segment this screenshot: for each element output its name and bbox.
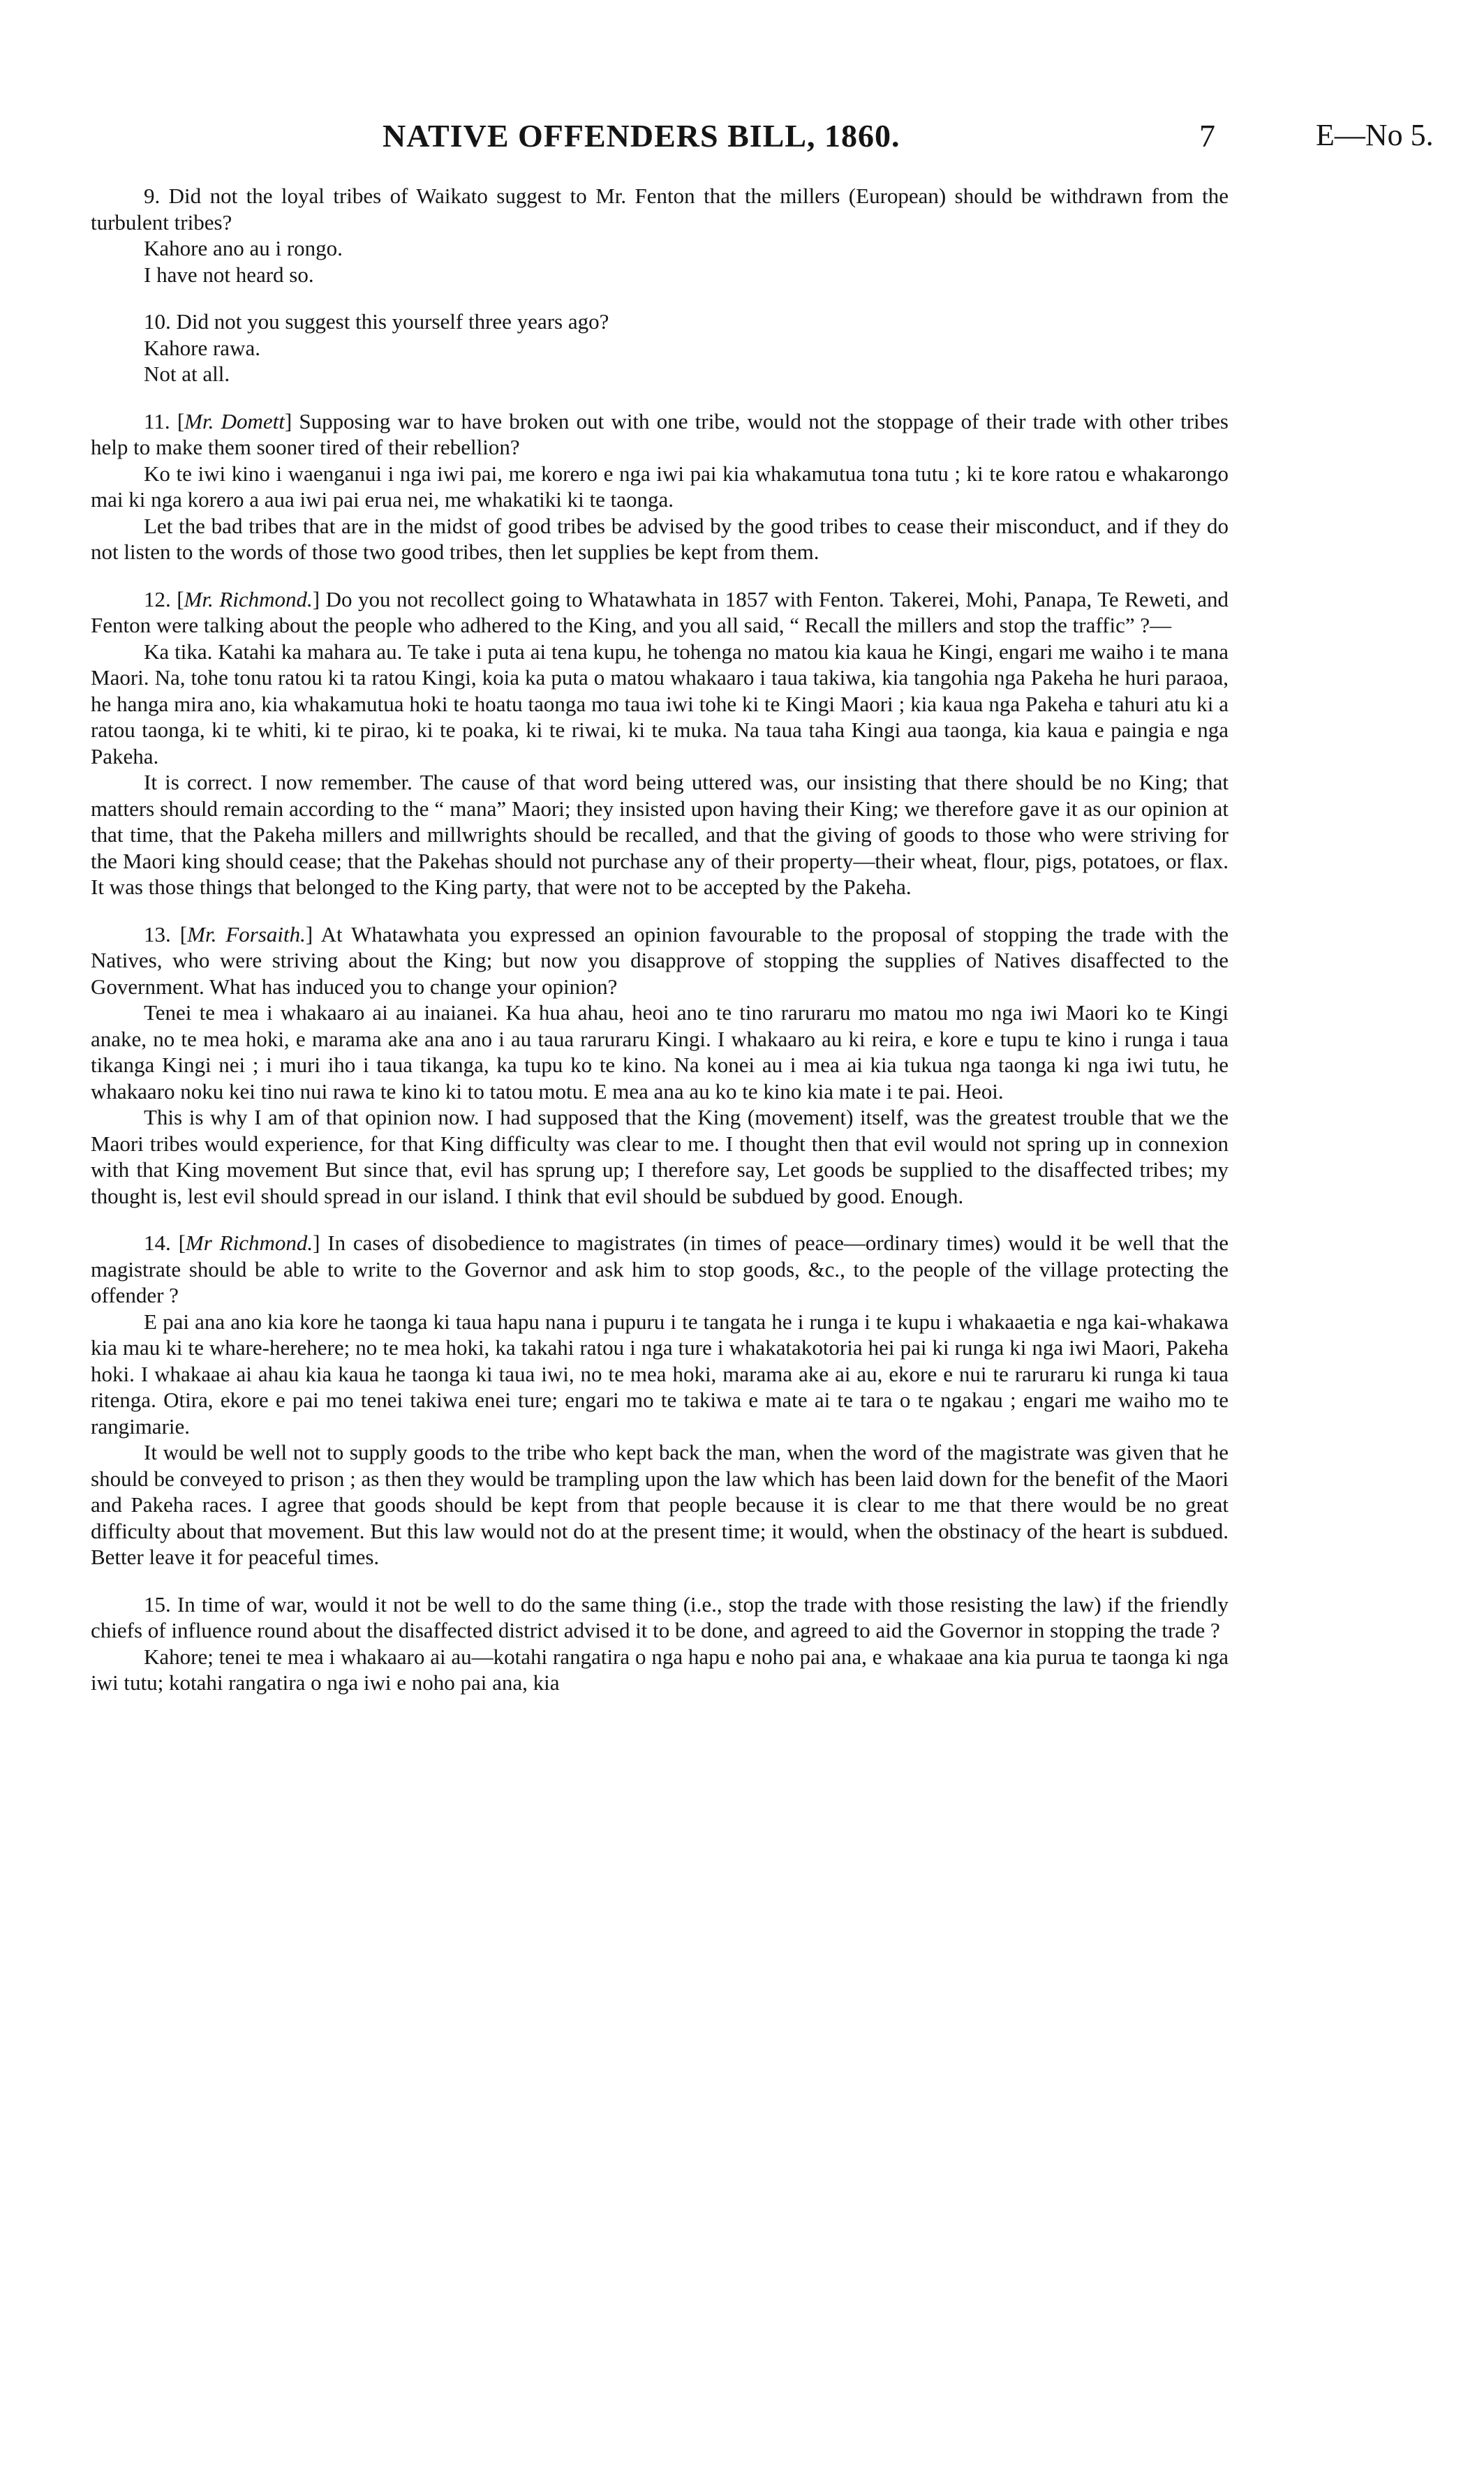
- question-body: ] At Whatawhata you expressed an opinion favourable to the proposal of stopping the trade with the Natives, who were striving about the King; but now you disapprove of stopping the supplies of Natives disaffected to the Government. What has induced you to change your opinion?: [91, 921, 1229, 999]
- question-text: [91, 1230, 1229, 1309]
- document-body: [91, 183, 1229, 1717]
- answer-maori: Ko te iwi kino i waenganui i nga iwi pai, me korero e nga iwi pai kia whakamutua tona tutu ; ki te kore ratou e whakarongo mai ki nga korero a aua iwi pai erua nei, me whakatiki ki te taonga.: [91, 461, 1229, 512]
- question-body: ] Do you not recollect going to Whatawhata in 1857 with Fenton. Takerei, Mohi, Panapa, Te Reweti, and Fenton were talking about the people who adhered to the King, and you all said, “ Recall the millers and stop the traffic” ?—: [91, 586, 1229, 637]
- question-block-13: [91, 921, 1229, 1210]
- question-block-12: [91, 586, 1229, 900]
- question-prefix: 14. [: [144, 1231, 186, 1255]
- question-prefix: 13. [: [144, 921, 188, 946]
- questioner-name: Mr. Domett: [184, 408, 285, 433]
- question-text: [91, 921, 1229, 1000]
- question-body: ] Supposing war to have broken out with one tribe, would not the stoppage of their trade with other tribes help to make them sooner tired of their rebellion?: [91, 408, 1229, 459]
- question-text: [91, 586, 1229, 639]
- question-block-15: [91, 1591, 1229, 1696]
- question-block-11: [91, 408, 1229, 565]
- answer-english: I have not heard so.: [144, 262, 314, 287]
- answer-maori: Kahore rawa.: [144, 335, 260, 360]
- answer-maori: Kahore; tenei te mea i whakaaro ai au—kotahi rangatira o nga hapu e noho pai ana, e whakaae ana kia purua te taonga ki nga iwi tutu; kotahi rangatira o nga iwi e noho pai ana, kia: [91, 1644, 1229, 1695]
- answer-english: It is correct. I now remember. The cause of that word being uttered was, our insisting that there should be no King; that matters should remain according to the “ mana” Maori; they insisted upon having their King; we therefore gave it as our opinion at that time, that the Pakeha millers and millwrights should be recalled, and that the giving of goods to those who were striving for the Maori king should cease; that the Pakehas should not purchase any of their property—their wheat, flour, pigs, potatoes, or flax. It was those things that belonged to the King party, that were not to be accepted by the Pakeha.: [91, 770, 1229, 899]
- question-block-14: [91, 1230, 1229, 1570]
- page-header: [0, 117, 1484, 159]
- answer-maori: Ka tika. Katahi ka mahara au. Te take i puta ai tena kupu, he tohenga no matou kia kaua he Kingi, engari me waiho i te mana Maori. Na, tohe tonu ratou ki ta ratou Kingi, koia ka puta o matou whakaaro i taua takiwa, kia tangohia nga Pakeha he huri paraoa, he hanga mira ano, kia whakamutua hoki te hoatu taonga mo taua iwi tohe ki te Kingi Maori ; kia kaua nga Pakeha e tahuri atu ki a ratou taonga, ki te whiti, ki te pirao, ki te poaka, ki te riwai, ki te muka. Na taua taha Kingi aua taonga, kia kaua e paingia e nga Pakeha.: [91, 639, 1229, 768]
- question-prefix: 11. [: [144, 408, 185, 433]
- answer-maori: E pai ana ano kia kore he taonga ki taua hapu nana i pupuru i te tangata he i runga i te kupu i whakaaetia e nga kai-whakawa kia mau ki te whare-herehere; no te mea hoki, ka takahi ratou i nga ture i whakatakotoria hei pai ki runga ki nga iwi Maori, Pakeha hoki. I whakaae ai ahau kia kaua he taonga ki taua iwi, no te mea hoki, marama ake ai au, ekore e nui te raruraru ki runga ki taua ritenga. Otira, ekore e pai mo tenei takiwa enei ture; engari mo te takiwa e mate ai te tara o te ngakau ; engari me waiho mo te rangimarie.: [91, 1309, 1229, 1439]
- answer-english: Not at all.: [144, 362, 230, 386]
- answer-english: Let the bad tribes that are in the midst of good tribes be advised by the good tribes to cease their misconduct, and if they do not listen to the words of those two good tribes, then let supplies be kept from them.: [91, 513, 1229, 564]
- paper-reference: E—No 5.: [1316, 118, 1434, 152]
- question-text: [91, 408, 1229, 461]
- questioner-name: Mr Richmond.: [185, 1231, 313, 1255]
- answer-english: It would be well not to supply goods to the tribe who kept back the man, when the word of the magistrate was given that he should be conveyed to prison ; as then they would be trampling upon the law which has been laid down for the benefit of the Maori and Pakeha races. I agree that goods should be kept from that people because it is clear to me that there would be no great difficulty about that movement. But this law would not do at the present time; it would, when the obstinacy of the heart is subdued. Better leave it for peaceful times.: [91, 1440, 1229, 1569]
- question-text: 9. Did not the loyal tribes of Waikato suggest to Mr. Fenton that the millers (European) should be withdrawn from the turbulent tribes?: [91, 184, 1229, 235]
- questioner-name: Mr. Richmond.: [184, 586, 313, 611]
- page-number: 7: [1199, 118, 1215, 154]
- question-block-9: [91, 183, 1229, 288]
- question-prefix: 12. [: [144, 586, 184, 611]
- question-text: 15. In time of war, would it not be well to do the same thing (i.e., stop the trade with those resisting the law) if the friendly chiefs of influence round about the disaffected district advised it to be done, and agreed to aid the Governor in stopping the trade ?: [91, 1591, 1229, 1642]
- question-body: ] In cases of disobedience to magistrates (in times of peace—ordinary times) would it be well that the magistrate should be able to write to the Governor and ask him to stop goods, &c., to the people of the village protecting the offender ?: [91, 1231, 1229, 1307]
- question-text: 10. Did not you suggest this yourself three years ago?: [144, 309, 609, 334]
- questioner-name: Mr. Forsaith.: [187, 921, 306, 946]
- answer-maori: Tenei te mea i whakaaro ai au inaianei. Ka hua ahau, heoi ano te tino raruraru mo matou mo nga iwi Maori ko te Kingi anake, no te mea hoki, e marama ake ana ano i au taua raruraru Kingi. I whakaaro au ki reira, e kore e tupu te kino i runga i taua tikanga Kingi nei ; i muri iho i taua tikanga, ka tupu ko te kino. Na konei au i mea ai kia tukua nga taonga ki nga iwi tutu, he whakaaro noku kei tino nui rawa te kino ki to tatou motu. E mea ana au ko te kino kia mate i te pai. Heoi.: [91, 1000, 1229, 1104]
- question-block-10: [91, 309, 1229, 387]
- document-title: NATIVE OFFENDERS BILL, 1860.: [383, 118, 900, 154]
- answer-maori: Kahore ano au i rongo.: [144, 236, 343, 260]
- answer-english: This is why I am of that opinion now. I had supposed that the King (movement) itself, was the greatest trouble that we the Maori tribes would experience, for that King difficulty was clear to me. I thought then that evil would not spring up in connexion with that King movement But since that, evil has sprung up; I therefore say, Let goods be supplied to the disaffected tribes; my thought is, lest evil should spread in our island. I think that evil should be subdued by good. Enough.: [91, 1105, 1229, 1208]
